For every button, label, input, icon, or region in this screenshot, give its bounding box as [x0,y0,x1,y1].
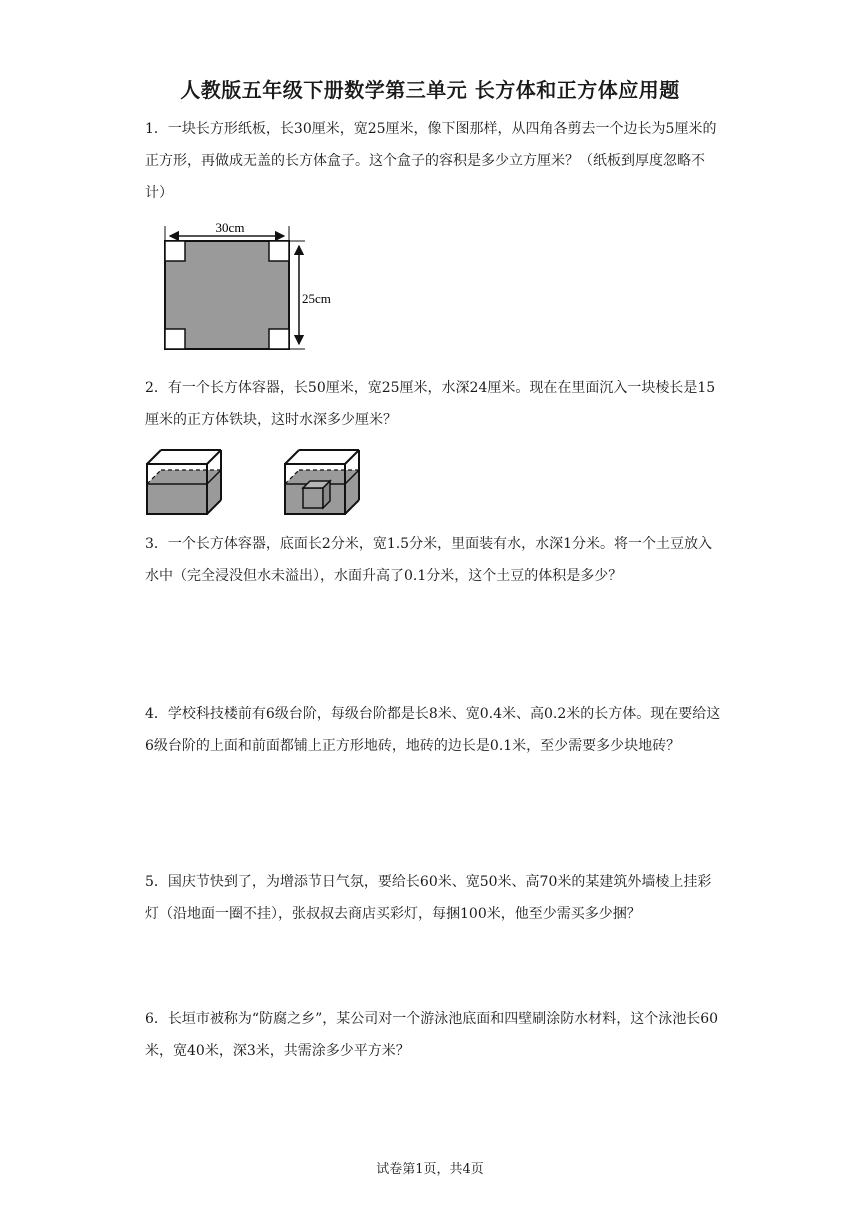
question-3 [145,528,725,592]
page-footer: 试卷第1页，共4页 [376,1162,484,1177]
page-title: 人教版五年级下册数学第三单元 长方体和正方体应用题 [180,78,680,102]
height-label: 25cm [302,291,331,306]
container-before [147,450,221,514]
corner-square [165,241,185,261]
corner-square [269,329,289,349]
question-4 [145,698,725,762]
question-1 [145,113,725,209]
question-text: 学校科技楼前有6级台阶，每级台阶都是长8米、宽0.4米、高0.2米的长方体。现在要给这6级台阶的上面和前面都铺上正方形地砖，地砖的边长是0.1米，至少需要多少块地砖？ [145,706,721,754]
question-number: 6． [145,1011,168,1027]
question-text: 国庆节快到了，为增添节日气氛，要给长60米、宽50米、高70米的某建筑外墙棱上挂彩灯（沿地面一圈不挂），张叔叔去商店买彩灯，每捆100米，他至少需买多少捆？ [145,874,712,922]
corner-square [165,329,185,349]
containers-figure [145,444,375,519]
question-5 [145,866,725,930]
corner-square [269,241,289,261]
question-text: 有一个长方体容器，长50厘米，宽25厘米，水深24厘米。现在在里面沉入一块棱长是15厘米的正方体铁块，这时水深多少厘米？ [145,380,716,428]
question-number: 2． [145,380,168,396]
question-number: 1． [145,121,168,137]
question-number: 5． [145,874,168,890]
question-text: 一块长方形纸板，长30厘米，宽25厘米，像下图那样，从四角各剪去一个边长为5厘米的正方形，再做成无盖的长方体盒子。这个盒子的容积是多少立方厘米？（纸板到厚度忽略不计） [145,121,717,201]
question-text: 一个长方体容器，底面长2分米，宽1.5分米，里面装有水，水深1分米。将一个土豆放入水中（完全浸没但水未溢出），水面升高了0.1分米，这个土豆的体积是多少？ [145,536,712,584]
cardboard-figure [150,218,350,358]
question-text: 长垣市被称为“防腐之乡”，某公司对一个游泳池底面和四壁刷涂防水材料，这个泳池长60米，宽40米，深3米，共需涂多少平方米？ [145,1011,719,1059]
container-after [285,450,359,514]
iron-cube [303,481,330,508]
width-label: 30cm [215,220,245,235]
question-number: 4． [145,706,168,722]
question-number: 3． [145,536,168,552]
question-2 [145,372,725,436]
question-6 [145,1003,725,1067]
